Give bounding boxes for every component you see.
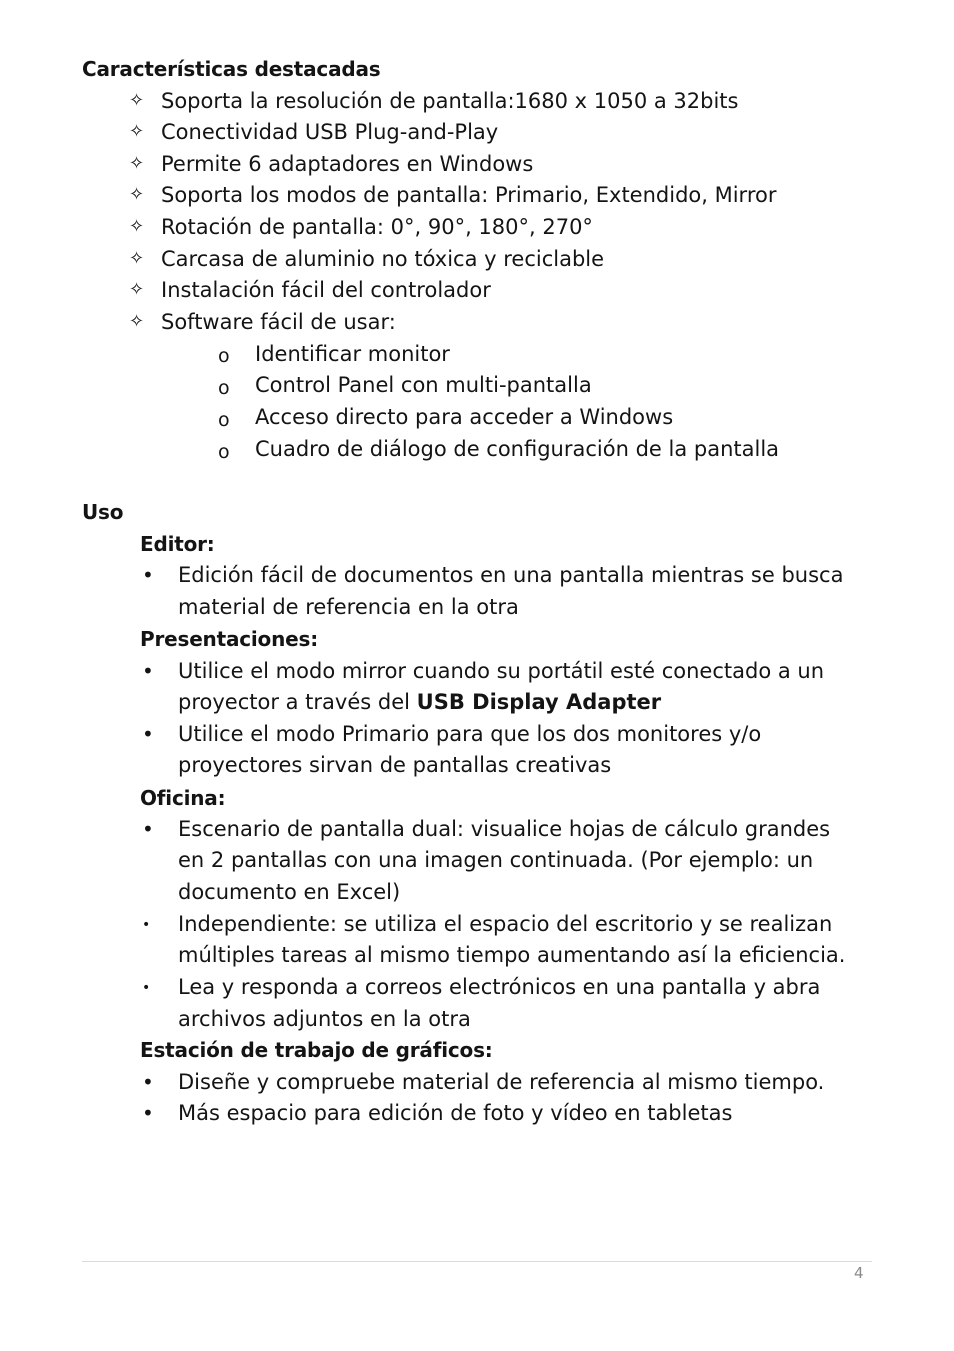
- usage-text: múltiples tareas al mismo tiempo aumentando así la eficiencia.: [178, 943, 846, 967]
- page-number: 4: [854, 1264, 864, 1282]
- star-bullet-icon: ✧: [129, 184, 145, 205]
- bullet-icon: •: [142, 659, 154, 683]
- bullet-icon: •: [142, 917, 151, 933]
- footer-divider: [82, 1261, 872, 1262]
- oficina-subheading: Oficina:: [140, 786, 226, 810]
- feature-subitem: Acceso directo para acceder a Windows: [255, 405, 674, 429]
- circle-bullet-icon: o: [218, 345, 230, 367]
- feature-item: Permite 6 adaptadores en Windows: [161, 152, 534, 176]
- product-name: USB Display Adapter: [416, 690, 662, 714]
- feature-item: Soporta los modos de pantalla: Primario, Extendido, Mirror: [161, 183, 777, 207]
- bullet-icon: •: [142, 563, 154, 587]
- usage-text-prefix: proyector a través del: [178, 690, 417, 714]
- star-bullet-icon: ✧: [129, 90, 145, 111]
- feature-item: Soporta la resolución de pantalla:1680 x 1050 a 32bits: [161, 89, 739, 113]
- usage-text: proyectores sirvan de pantallas creativas: [178, 753, 612, 777]
- bullet-icon: •: [142, 722, 154, 746]
- usage-text: Utilice el modo Primario para que los dos monitores y/o: [178, 722, 762, 746]
- star-bullet-icon: ✧: [129, 216, 145, 237]
- feature-item: Instalación fácil del controlador: [161, 278, 491, 302]
- star-bullet-icon: ✧: [129, 311, 145, 332]
- circle-bullet-icon: o: [218, 441, 230, 463]
- feature-item: Rotación de pantalla: 0°, 90°, 180°, 270°: [161, 215, 593, 239]
- feature-subitem: Identificar monitor: [255, 342, 450, 366]
- usage-text: Más espacio para edición de foto y vídeo en tabletas: [178, 1101, 733, 1125]
- usage-text: documento en Excel): [178, 880, 401, 904]
- star-bullet-icon: ✧: [129, 121, 145, 142]
- usage-text: Edición fácil de documentos en una pantalla mientras se busca: [178, 563, 844, 587]
- usage-text: Independiente: se utiliza el espacio del escritorio y se realizan: [178, 912, 833, 936]
- feature-subitem: Control Panel con multi-pantalla: [255, 373, 592, 397]
- bullet-icon: •: [142, 1070, 154, 1094]
- uso-heading: Uso: [82, 500, 124, 524]
- editor-subheading: Editor:: [140, 532, 215, 556]
- bullet-icon: •: [142, 980, 151, 996]
- feature-subitem: Cuadro de diálogo de configuración de la pantalla: [255, 437, 780, 461]
- star-bullet-icon: ✧: [129, 248, 145, 269]
- star-bullet-icon: ✧: [129, 279, 145, 300]
- usage-text: Utilice el modo mirror cuando su portátil esté conectado a un: [178, 659, 825, 683]
- usage-text: Escenario de pantalla dual: visualice hojas de cálculo grandes: [178, 817, 831, 841]
- presentaciones-subheading: Presentaciones:: [140, 627, 319, 651]
- circle-bullet-icon: o: [218, 409, 230, 431]
- usage-text: Lea y responda a correos electrónicos en una pantalla y abra: [178, 975, 821, 999]
- circle-bullet-icon: o: [218, 377, 230, 399]
- star-bullet-icon: ✧: [129, 153, 145, 174]
- usage-text: material de referencia en la otra: [178, 595, 519, 619]
- graficos-subheading: Estación de trabajo de gráficos:: [140, 1038, 493, 1062]
- feature-item: Carcasa de aluminio no tóxica y reciclable: [161, 247, 605, 271]
- usage-text: Diseñe y compruebe material de referencia al mismo tiempo.: [178, 1070, 825, 1094]
- bullet-icon: •: [142, 817, 154, 841]
- usage-text: archivos adjuntos en la otra: [178, 1007, 471, 1031]
- features-heading: Características destacadas: [82, 57, 381, 81]
- usage-text: en 2 pantallas con una imagen continuada. (Por ejemplo: un: [178, 848, 814, 872]
- usage-text: [178, 689, 661, 715]
- feature-item: Conectividad USB Plug-and-Play: [161, 120, 499, 144]
- bullet-icon: •: [142, 1101, 154, 1125]
- feature-item: Software fácil de usar:: [161, 310, 396, 334]
